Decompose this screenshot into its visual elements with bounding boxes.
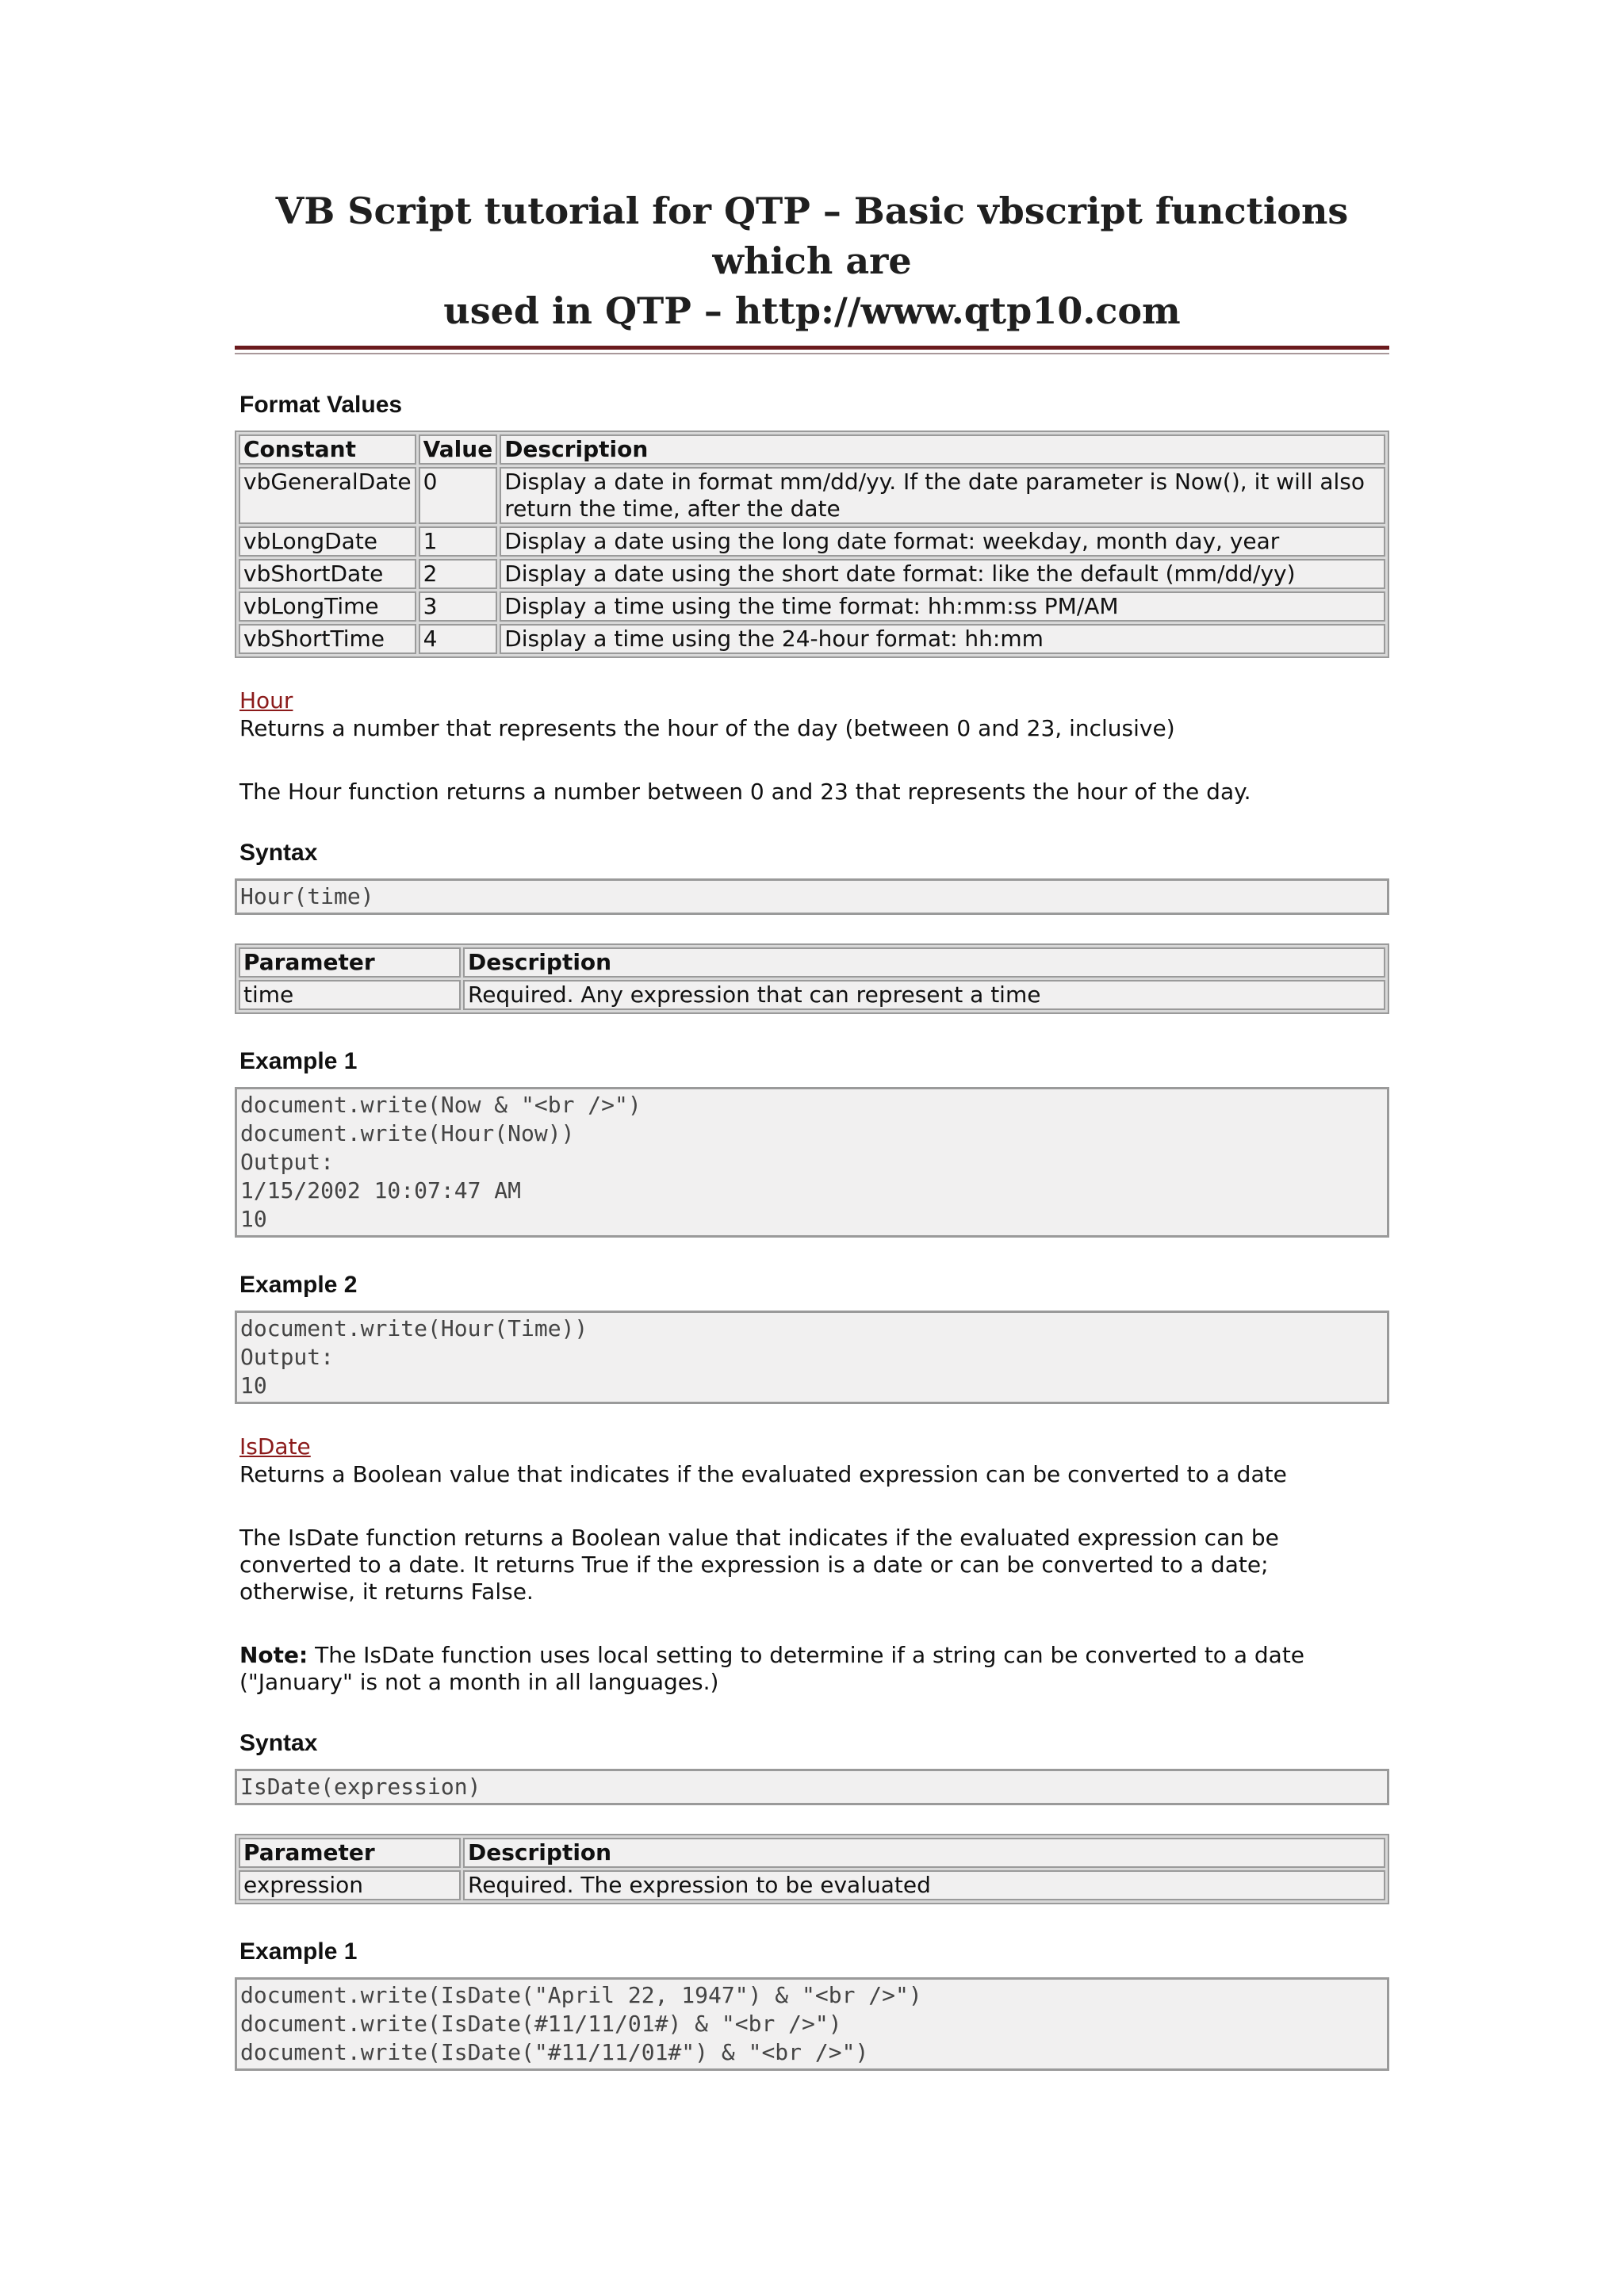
table-cell: Display a date using the long date format: weekday, month day, year xyxy=(500,526,1385,557)
table-header-row xyxy=(239,947,1385,978)
table-row xyxy=(239,467,1385,524)
page-title xyxy=(235,186,1389,346)
code-line: document.write(IsDate("#11/11/01#") & "<br />") xyxy=(240,2039,869,2065)
table-cell: Required. The expression to be evaluated xyxy=(463,1870,1385,1900)
column-header: Parameter xyxy=(239,947,461,978)
column-header: Description xyxy=(463,947,1385,978)
table-cell: Display a date using the short date format: like the default (mm/dd/yy) xyxy=(500,559,1385,589)
code-line: Output: xyxy=(240,1344,335,1370)
code-line: document.write(IsDate(#11/11/01#) & "<br />") xyxy=(240,2011,842,2037)
code-line: 10 xyxy=(240,1372,267,1399)
table-cell: vbLongDate xyxy=(239,526,416,557)
table-cell: vbLongTime xyxy=(239,591,416,622)
title-line-2: used in QTP – http://www.qtp10.com xyxy=(443,289,1181,332)
isdate-parameter-table xyxy=(235,1834,1389,1904)
hour-example2-heading: Example 2 xyxy=(239,1272,358,1298)
code-line: document.write(Hour(Time)) xyxy=(240,1315,588,1341)
hour-summary: Returns a number that represents the hour of the day (between 0 and 23, inclusive) xyxy=(239,715,1175,741)
table-cell: Required. Any expression that can represent a time xyxy=(463,980,1385,1010)
isdate-syntax-heading: Syntax xyxy=(239,1730,318,1756)
table-cell: expression xyxy=(239,1870,461,1900)
code-line: 10 xyxy=(240,1206,267,1232)
isdate-example1-box xyxy=(235,1977,1389,2071)
note-label: Note: xyxy=(239,1642,308,1668)
table-cell: vbGeneralDate xyxy=(239,467,416,524)
table-cell: 1 xyxy=(419,526,498,557)
table-row xyxy=(239,526,1385,557)
table-row xyxy=(239,591,1385,622)
isdate-syntax-box xyxy=(235,1769,1389,1805)
table-cell: Display a time using the time format: hh:mm:ss PM/AM xyxy=(500,591,1385,622)
code-line: document.write(Now & "<br />") xyxy=(240,1092,642,1118)
title-line-1: VB Script tutorial for QTP – Basic vbscript functions which are xyxy=(275,189,1349,282)
isdate-note xyxy=(239,1642,1389,1696)
code-line: Output: xyxy=(240,1149,335,1175)
format-values-table xyxy=(235,430,1389,658)
table-cell: Display a date in format mm/dd/yy. If the date parameter is Now(), it will also return the time, after the date xyxy=(500,467,1385,524)
table-cell: 4 xyxy=(419,624,498,654)
hour-link[interactable]: Hour xyxy=(239,687,293,714)
note-text: The IsDate function uses local setting to determine if a string can be converted to a date ("January" is not a month in all languages.) xyxy=(239,1642,1305,1695)
title-rule xyxy=(235,346,1389,350)
hour-example2-box xyxy=(235,1311,1389,1404)
title-rule-thin xyxy=(235,353,1389,354)
code-line: IsDate(expression) xyxy=(240,1774,481,1800)
table-header-row xyxy=(239,434,1385,465)
column-header: Constant xyxy=(239,434,416,465)
column-header: Description xyxy=(500,434,1385,465)
code-line: 1/15/2002 10:07:47 AM xyxy=(240,1177,522,1203)
isdate-description: The IsDate function returns a Boolean value that indicates if the evaluated expression can be converted to a date. It returns True if the expression is a date or can be converted to a date; otherwise, it returns False. xyxy=(239,1525,1279,1605)
isdate-link[interactable]: IsDate xyxy=(239,1433,311,1460)
column-header: Value xyxy=(419,434,498,465)
table-cell: time xyxy=(239,980,461,1010)
column-header: Description xyxy=(463,1838,1385,1868)
hour-example1-heading: Example 1 xyxy=(239,1048,358,1074)
table-header-row xyxy=(239,1838,1385,1868)
table-row xyxy=(239,1870,1385,1900)
hour-syntax-heading: Syntax xyxy=(239,840,318,866)
table-cell: Display a time using the 24-hour format: hh:mm xyxy=(500,624,1385,654)
isdate-summary: Returns a Boolean value that indicates if the evaluated expression can be converted to a date xyxy=(239,1461,1287,1487)
table-row xyxy=(239,624,1385,654)
code-line: Hour(time) xyxy=(240,883,374,909)
column-header: Parameter xyxy=(239,1838,461,1868)
code-line: document.write(IsDate("April 22, 1947") & "<br />") xyxy=(240,1982,922,2008)
isdate-example1-heading: Example 1 xyxy=(239,1938,358,1965)
table-row xyxy=(239,559,1385,589)
table-cell: vbShortDate xyxy=(239,559,416,589)
table-cell: 2 xyxy=(419,559,498,589)
hour-parameter-table xyxy=(235,943,1389,1014)
table-cell: vbShortTime xyxy=(239,624,416,654)
hour-example1-box xyxy=(235,1087,1389,1238)
table-row xyxy=(239,980,1385,1010)
hour-description: The Hour function returns a number between 0 and 23 that represents the hour of the day. xyxy=(239,779,1251,805)
table-cell: 3 xyxy=(419,591,498,622)
hour-syntax-box xyxy=(235,878,1389,915)
code-line: document.write(Hour(Now)) xyxy=(240,1120,575,1146)
format-values-heading: Format Values xyxy=(239,392,403,418)
table-cell: 0 xyxy=(419,467,498,524)
document-page xyxy=(235,186,1389,2071)
